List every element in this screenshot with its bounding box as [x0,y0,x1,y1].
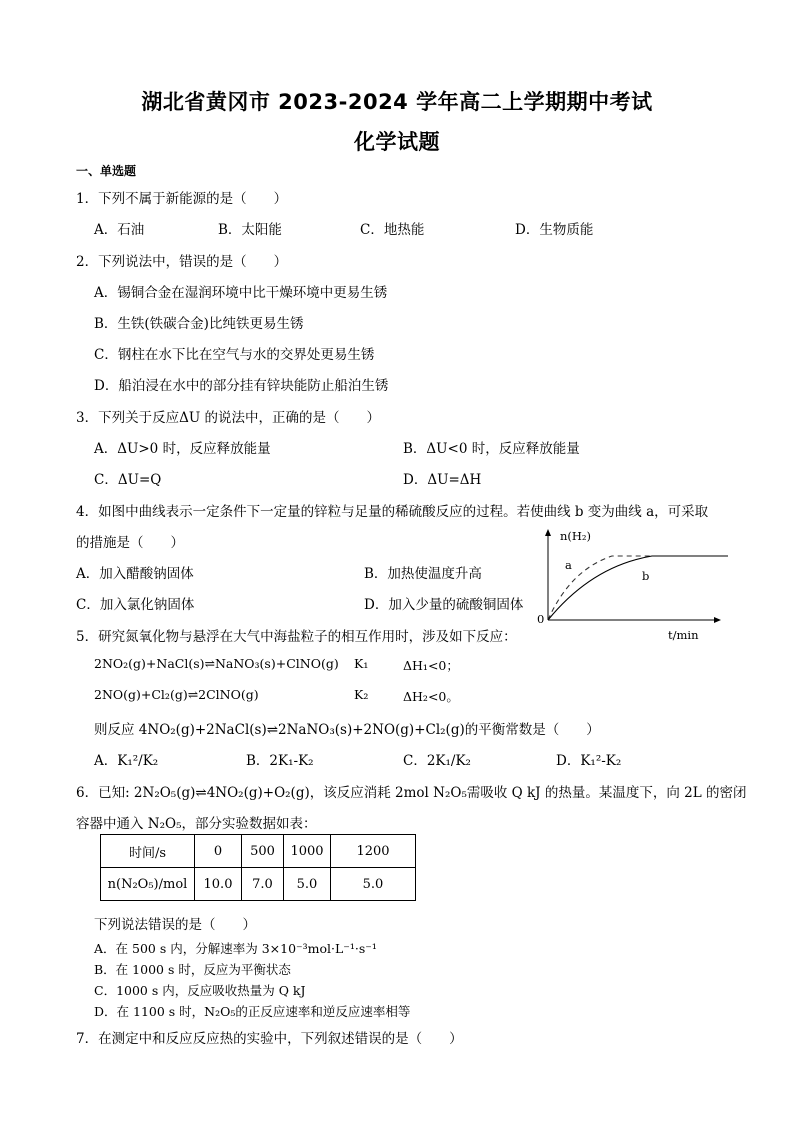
q6-question: 下列说法错误的是（ ） [94,917,256,933]
q2-option-a: A．锡铜合金在湿润环境中比干燥环境中更易生锈 [94,285,388,301]
q1-stem: 1．下列不属于新能源的是（ ） [76,191,288,207]
q2-stem: 2．下列说法中，错误的是（ ） [76,254,288,270]
q5-equation-2-h: ΔH₂<0。 [403,689,459,704]
q6-option-b: B．在 1000 s 时，反应为平衡状态 [94,962,291,977]
section-heading: 一、单选题 [76,164,137,178]
table-header-cell: 时间/s [101,835,195,868]
q6-option-a: A．在 500 s 内，分解速率为 3×10⁻³mol·L⁻¹·s⁻¹ [94,941,377,956]
q6-data-table [100,834,416,901]
table-header-cell: 1200 [331,835,416,868]
q4-option-d: D．加入少量的硫酸铜固体 [364,597,524,613]
q6-stem-line1: 6．已知: 2N₂O₅(g)⇌4NO₂(g)+O₂(g)，该反应消耗 2mol N₂O₅需吸收 Q kJ 的热量。某温度下，向 2L 的密闭 [76,785,747,801]
page-title: 湖北省黄冈市 2023-2024 学年高二上学期期中考试 [141,90,653,114]
page-subtitle: 化学试题 [354,130,440,154]
q2-option-d: D．船泊浸在水中的部分挂有锌块能防止船泊生锈 [94,378,389,394]
y-axis-arrow [545,529,551,536]
curve-a-label: a [565,558,572,572]
table-header-cell: 1000 [284,835,331,868]
q6-stem-line2: 容器中通入 N₂O₅，部分实验数据如表： [76,816,317,832]
q2-option-c: C．钢柱在水下比在空气与水的交界处更易生锈 [94,347,375,363]
table-row [101,868,416,901]
q5-stem: 5．研究氮氧化物与悬浮在大气中海盐粒子的相互作用时，涉及如下反应： [76,629,517,645]
q5-option-d: D．K₁²-K₂ [556,753,622,769]
q5-option-a: A．K₁²/K₂ [94,753,159,769]
curve-b-label: b [642,569,650,583]
curve-a [548,556,652,620]
q1-option-d: D．生物质能 [515,222,594,238]
table-cell: 10.0 [195,868,242,901]
q5-option-c: C．2K₁/K₂ [403,753,471,769]
q5-equation-1-k: K₁ [354,656,369,671]
q5-equation-2-k: K₂ [354,687,369,702]
curve-b [548,556,728,620]
q3-option-a: A．ΔU>0 时，反应释放能量 [94,441,271,457]
table-header-row [101,835,416,868]
q3-stem: 3．下列关于反应ΔU 的说法中，正确的是（ ） [76,410,381,426]
q4-option-c: C．加入氯化钠固体 [76,597,195,613]
q1-option-b: B．太阳能 [218,222,282,238]
table-cell: 5.0 [331,868,416,901]
q1-option-c: C．地热能 [360,222,425,238]
table-header-cell: 0 [195,835,242,868]
q2-option-b: B．生铁(铁碳合金)比纯铁更易生锈 [94,316,304,332]
x-axis-label: t/min [668,628,699,642]
q6-option-d: D．在 1100 s 时，N₂O₅的正反应速率和逆反应速率相等 [94,1004,411,1019]
q7-stem: 7．在测定中和反应反应热的实验中，下列叙述错误的是（ ） [76,1031,463,1047]
q4-graph [530,526,730,644]
y-axis-label: n(H₂) [560,529,592,543]
q5-equation-2: 2NO(g)+Cl₂(g)⇌2ClNO(g) [94,687,259,702]
q5-question: 则反应 4NO₂(g)+2NaCl(s)⇌2NaNO₃(s)+2NO(g)+Cl₂(g)的平衡常数是（ ） [94,722,600,738]
q1-option-a: A．石油 [94,222,145,238]
q4-option-a: A．加入醋酸钠固体 [76,566,194,582]
q4-option-b: B．加热使温度升高 [364,566,482,582]
q4-stem-line1: 4．如图中曲线表示一定条件下一定量的锌粒与足量的稀硫酸反应的过程。若使曲线 b 变为曲线 a，可采取 [76,504,709,520]
table-cell: n(N₂O₅)/mol [101,868,195,901]
q5-equation-1-h: ΔH₁<0； [403,658,459,673]
table-cell: 5.0 [284,868,331,901]
q3-option-d: D．ΔU=ΔH [403,472,482,488]
q5-option-b: B．2K₁-K₂ [246,753,314,769]
table-cell: 7.0 [242,868,284,901]
table-header-cell: 500 [242,835,284,868]
q3-option-c: C．ΔU=Q [94,472,162,488]
q3-option-b: B．ΔU<0 时，反应释放能量 [403,441,580,457]
origin-label: 0 [537,612,545,626]
q4-stem-line2: 的措施是（ ） [76,535,184,551]
q6-option-c: C．1000 s 内，反应吸收热量为 Q kJ [94,983,306,998]
x-axis-arrow [714,617,721,623]
q5-equation-1: 2NO₂(g)+NaCl(s)⇌NaNO₃(s)+ClNO(g) [94,656,339,671]
